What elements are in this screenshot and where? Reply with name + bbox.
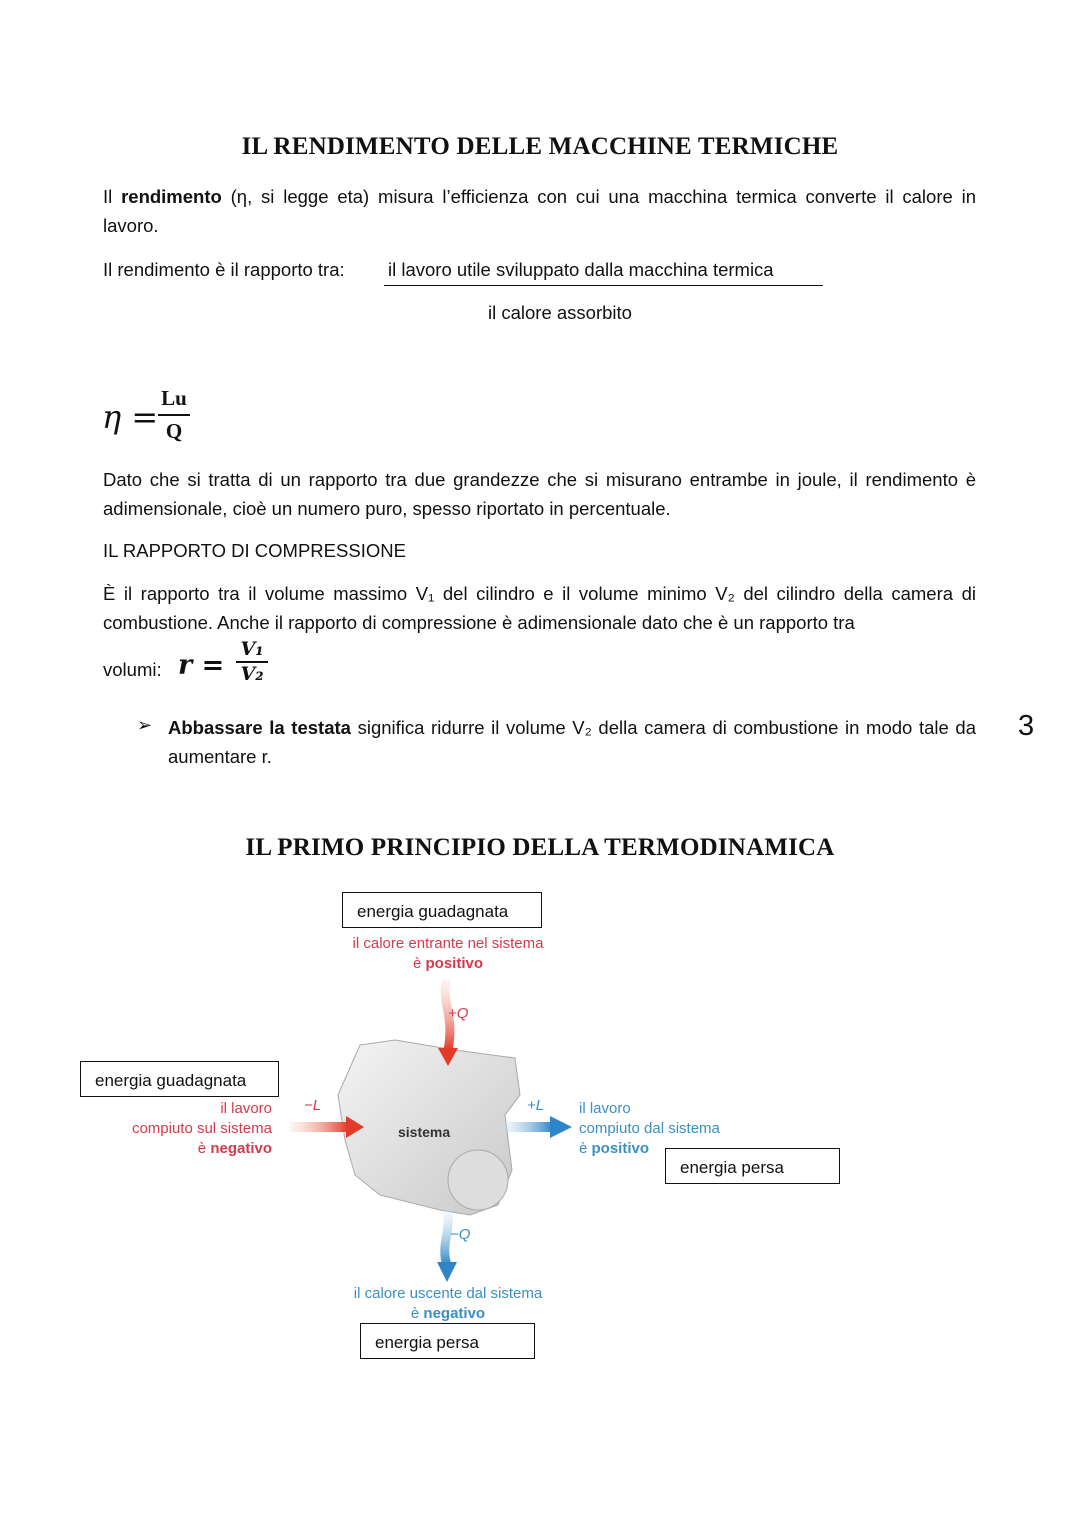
section-title-termodinamica: IL PRIMO PRINCIPIO DELLA TERMODINAMICA: [245, 834, 835, 861]
bullet-arrow-icon: ➢: [137, 715, 153, 735]
text: (η, si legge eta) misura l’efficienza con cui una macchina termica converte il calore in lavoro.: [103, 186, 976, 236]
engine-pulley: [448, 1150, 508, 1210]
subtitle-compressione: IL RAPPORTO DI COMPRESSIONE: [103, 540, 406, 561]
numerator-text: il lavoro utile sviluppato dalla macchina termica: [388, 259, 774, 280]
caption-bold: positivo: [425, 955, 484, 972]
plus-l-label: +L: [527, 1097, 545, 1114]
formula-numerator: Lu: [158, 386, 190, 416]
formula-numerator: V₁: [236, 638, 268, 663]
work-in-arrow: [290, 1122, 348, 1132]
minus-q-label: −Q: [450, 1226, 471, 1243]
work-out-arrow: [500, 1122, 552, 1132]
caption-bold: negativo: [210, 1140, 272, 1157]
ratio-label: Il rendimento è il rapporto tra:: [103, 259, 345, 280]
bottom-caption: [342, 1284, 554, 1324]
caption-line: il lavoro: [579, 1100, 631, 1117]
caption-text: è: [579, 1140, 592, 1157]
formula-denominator: V₂: [240, 663, 264, 685]
text: Il: [103, 186, 122, 207]
caption-line: il calore uscente dal sistema: [353, 1285, 543, 1302]
caption-bold: negativo: [423, 1305, 486, 1322]
text: significa ridurre il volume V₂ della camera di combustione in modo tale da aumentare r.: [168, 717, 977, 767]
heat-out-arrow: [445, 1208, 449, 1265]
eta-formula-lhs: η =: [102, 398, 159, 436]
caption-line: il calore entrante nel sistema: [352, 935, 544, 952]
bottom-energy-box: energia persa: [360, 1323, 535, 1359]
caption-text: è: [410, 1305, 424, 1322]
r-equals: r =: [178, 650, 225, 681]
volumi-label: volumi:: [103, 659, 162, 680]
caption-line: compiuto dal sistema: [579, 1120, 720, 1137]
left-caption: [80, 1099, 272, 1159]
bold-term: rendimento: [121, 186, 222, 207]
compression-paragraph: È il rapporto tra il volume massimo V₁ del cilindro e il volume minimo V₂ del cilindro della camera di combustione. Anche il rapporto di compressione è adimensionale dato che è un rapporto tra: [103, 583, 976, 633]
top-caption: [342, 934, 554, 974]
system-label: sistema: [398, 1124, 451, 1140]
caption-bold: positivo: [591, 1140, 650, 1157]
formula-denominator: Q: [165, 419, 183, 443]
plus-q-label: +Q: [448, 1005, 469, 1022]
minus-l-label: −L: [304, 1097, 322, 1114]
caption-line: il lavoro: [220, 1100, 272, 1117]
caption-line: compiuto sul sistema: [131, 1120, 272, 1137]
left-energy-box: energia guadagnata: [80, 1061, 279, 1097]
right-energy-box: energia persa: [665, 1148, 840, 1184]
bold-term: Abbassare la testata: [168, 717, 351, 738]
explanation-paragraph: Dato che si tratta di un rapporto tra due grandezze che si misurano entrambe in joule, il rendimento è adimensionale, cioè un numero puro, spesso riportato in percentuale.: [103, 469, 976, 519]
caption-text: è: [412, 955, 426, 972]
ratio-denominator: il calore assorbito: [488, 302, 632, 323]
section-title-rendimento: IL RENDIMENTO DELLE MACCHINE TERMICHE: [241, 133, 839, 160]
caption-text: è: [197, 1140, 211, 1157]
top-energy-box: energia guadagnata: [342, 892, 542, 928]
page-number: 3: [1018, 710, 1035, 742]
